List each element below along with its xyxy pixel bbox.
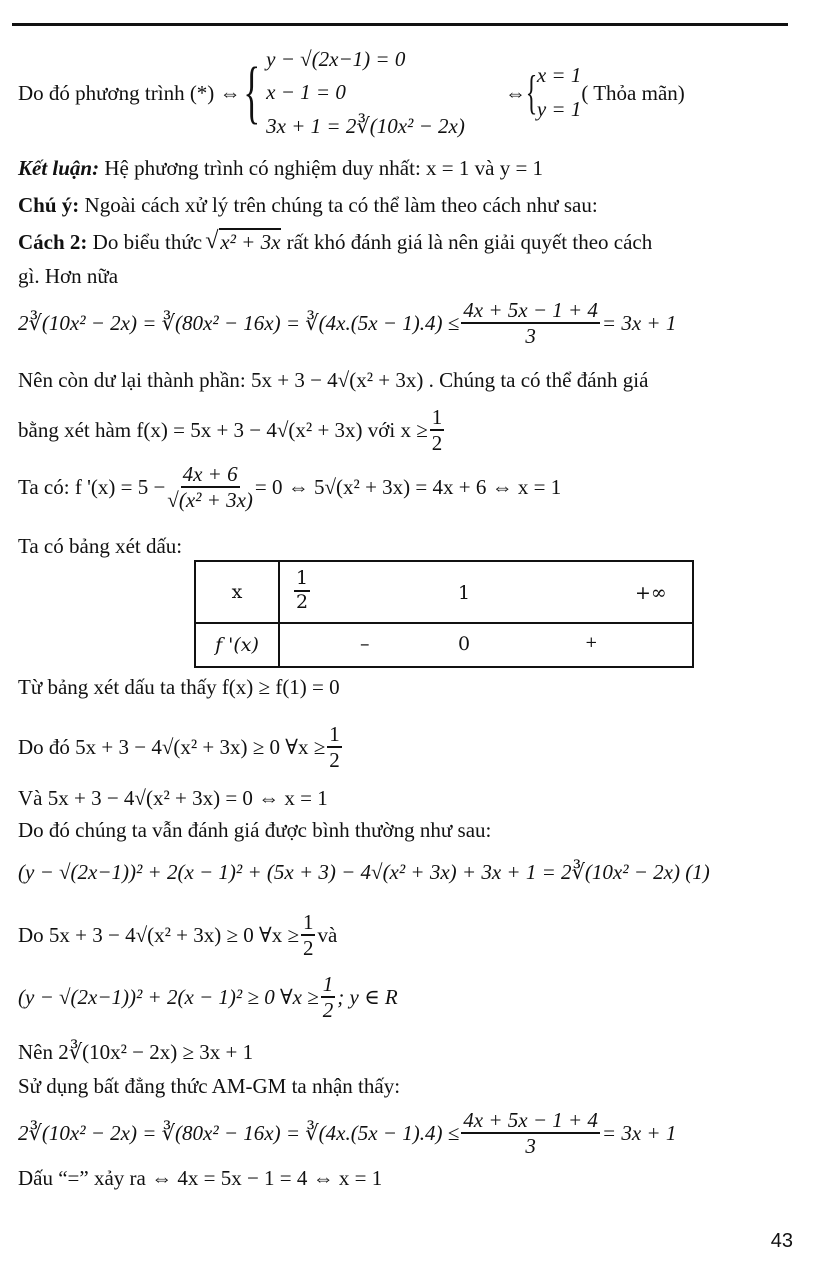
derivative-text-b: = 0 ⇔ 5√(x² + 3x) = 4x + 6 ⇔ x = 1	[254, 474, 562, 499]
method2-text-a: Do biểu thức	[87, 230, 208, 254]
since-line	[18, 910, 337, 960]
function-def-line	[18, 405, 446, 455]
x-critical: 1	[458, 582, 471, 604]
sign-table	[194, 560, 694, 668]
equality-line: Và 5x + 3 − 4√(x² + 3x) = 0 ⇔ x = 1	[18, 786, 328, 810]
amgm-inequality-2	[18, 1108, 676, 1158]
derivative-text-a: Ta có: f '(x) = 5 −	[18, 474, 166, 499]
since-text-b: và	[317, 922, 338, 947]
satisfied-note: ( Thỏa mãn)	[581, 80, 685, 105]
evaluate-intro: Do đó chúng ta vẫn đánh giá được bình thường như sau:	[18, 818, 492, 842]
square-nonneg-text-a: (y − √(2x−1))² + 2(x − 1)² ≥ 0 ∀x ≥	[18, 984, 319, 1009]
since-text-a: Do 5x + 3 − 4√(x² + 3x) ≥ 0 ∀x ≥	[18, 922, 299, 947]
equality-condition: Dấu “=” xảy ra ⇔ 4x = 5x − 1 = 4 ⇔ x = 1	[18, 1166, 383, 1190]
method2-line	[18, 232, 652, 253]
amgm-right: = 3x + 1	[601, 310, 677, 335]
conclusion-text: Hệ phương trình có nghiệm duy nhất: x = 1 và y = 1	[99, 156, 544, 180]
square-nonneg-line	[18, 972, 398, 1022]
sign-table-intro: Ta có bảng xét dấu:	[18, 534, 183, 558]
equation-system	[266, 43, 465, 144]
conclusion-label: Kết luận:	[18, 156, 100, 180]
function-def-text: bằng xét hàm f(x) = 5x + 3 − 4√(x² + 3x) với x ≥	[18, 417, 428, 442]
system-eq-2: x − 1 = 0	[266, 80, 346, 105]
system-equivalence	[18, 38, 685, 148]
equation-1: (y − √(2x−1))² + 2(x − 1)² + (5x + 3) − 4√(x² + 3x) + 3x + 1 = 2∛(10x² − 2x) (1)	[18, 860, 710, 884]
sign-table-derivative-label: f '(x)	[195, 623, 279, 667]
nonneg-line	[18, 722, 344, 772]
solution-x: x = 1	[536, 63, 582, 88]
solution-system	[537, 59, 582, 126]
system-intro: Do đó phương trình (*) ⇔	[18, 80, 241, 105]
amgm-intro: Sử dụng bất đẳng thức AM-GM ta nhận thấy:	[18, 1074, 401, 1098]
sign-table-x-values	[279, 561, 693, 623]
sqrt-expression: √ x² + 3x	[207, 232, 281, 253]
note-line	[18, 195, 598, 216]
sign-negative: –	[360, 633, 370, 655]
system-eq-3: 3x + 1 = 2∛(10x² − 2x)	[266, 113, 465, 138]
amgm-fraction: $\frac{4x + 5x - 1 + 4}{3}$	[463, 298, 598, 349]
note-text: Ngoài cách xử lý trên chúng ta có thể làm theo cách như sau:	[79, 193, 598, 217]
header-rule	[12, 23, 788, 26]
sign-zero: 0	[458, 633, 471, 655]
sign-table-x-label: x	[195, 561, 279, 623]
equiv-symbol: ⇔	[504, 80, 526, 105]
nonneg-text: Do đó 5x + 3 − 4√(x² + 3x) ≥ 0 ∀x ≥	[18, 734, 326, 759]
half-fraction: $\frac{1}{2}$	[431, 405, 443, 456]
amgm-fraction: $\frac{4x + 5x - 1 + 4}{3}$	[463, 1108, 598, 1159]
page-number: 43	[770, 1230, 793, 1252]
method2-label: Cách 2:	[18, 230, 88, 254]
method2-text-b: rất khó đánh giá là nên giải quyết theo cách	[281, 230, 653, 254]
table-conclusion: Từ bảng xét dấu ta thấy f(x) ≥ f(1) = 0	[18, 675, 340, 699]
amgm-right: = 3x + 1	[601, 1120, 677, 1145]
conclusion-line	[18, 158, 543, 179]
remainder-line: Nên còn dư lại thành phần: 5x + 3 − 4√(x² + 3x) . Chúng ta có thể đánh giá	[18, 368, 649, 392]
left-brace-icon: {	[242, 54, 260, 131]
square-nonneg-text-b: ; y ∈ R	[337, 984, 398, 1009]
half-fraction: $\frac{1}{2}$	[302, 910, 314, 961]
amgm-inequality-1	[18, 298, 676, 348]
solution-y: y = 1	[536, 97, 582, 121]
x-end: +∞	[635, 582, 667, 604]
left-brace-icon: {	[525, 66, 538, 119]
amgm-left: 2∛(10x² − 2x) = ∛(80x² − 16x) = ∛(4x.(5x − 1).4) ≤	[18, 310, 460, 335]
sign-positive: +	[585, 633, 598, 651]
note-label: Chú ý:	[18, 193, 80, 217]
x-start: $\frac{1}{2}$	[296, 567, 309, 613]
moreover-line: gì. Hơn nữa	[18, 264, 119, 288]
derivative-fraction: $\frac{4x + 6}{\text{√(x² + 3x)}}$	[167, 462, 253, 513]
amgm-left: 2∛(10x² − 2x) = ∛(80x² − 16x) = ∛(4x.(5x − 1).4) ≤	[18, 1120, 460, 1145]
system-eq-1: y − √(2x−1) = 0	[266, 46, 406, 71]
half-fraction: $\frac{1}{2}$	[329, 722, 340, 773]
half-fraction: $\frac{1}{2}$	[322, 972, 334, 1023]
sign-table-derivative-values	[279, 623, 693, 667]
therefore-line: Nên 2∛(10x² − 2x) ≥ 3x + 1	[18, 1040, 254, 1064]
derivative-line	[18, 462, 561, 512]
